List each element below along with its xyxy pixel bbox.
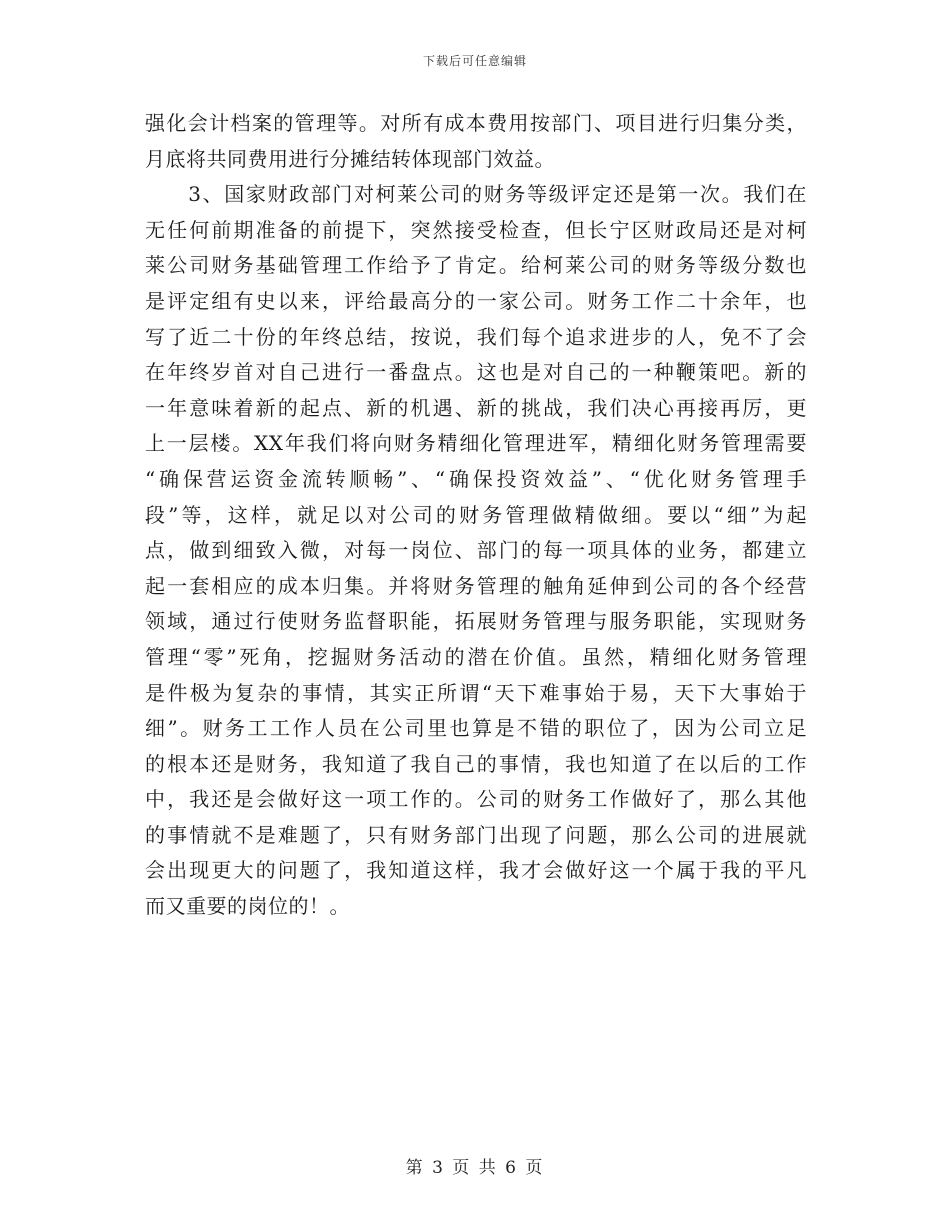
body-line: 莱公司财务基础管理工作给予了肯定。给柯莱公司的财务等级分数也: [145, 253, 807, 278]
body-line: 的事情就不是难题了，只有财务部门出现了问题，那么公司的进展就: [145, 822, 807, 847]
body-line: 段”等，这样，就足以对公司的财务管理做精做细。要以“细”为起: [145, 502, 807, 527]
body-line: 无任何前期准备的前提下，突然接受检查，但长宁区财政局还是对柯: [145, 217, 807, 242]
body-line: 在年终岁首对自己进行一番盘点。这也是对自己的一种鞭策吧。新的: [145, 360, 807, 385]
body-line: 管理“零”死角，挖掘财务活动的潜在价值。虽然，精细化财务管理: [145, 644, 807, 669]
body-line: 写了近二十份的年终总结，按说，我们每个追求进步的人，免不了会: [145, 324, 807, 349]
body-line: 中，我还是会做好这一项工作的。公司的财务工作做好了，那么其他: [145, 787, 807, 812]
page-number-footer: 第 3 页 共 6 页: [405, 1158, 545, 1178]
document-body: [145, 106, 807, 925]
body-line: 是件极为复杂的事情，其实正所谓“天下难事始于易，天下大事始于: [145, 680, 807, 705]
page-header: 下载后可任意编辑: [422, 54, 527, 68]
body-line: 上一层楼。XX年我们将向财务精细化管理进军，精细化财务管理需要: [145, 431, 807, 456]
body-line: 的根本还是财务，我知道了我自己的事情，我也知道了在以后的工作: [145, 751, 807, 776]
body-line: 点，做到细致入微，对每一岗位、部门的每一项具体的业务，都建立: [145, 538, 807, 563]
body-line: 强化会计档案的管理等。对所有成本费用按部门、项目进行归集分类，: [145, 111, 807, 135]
body-line: 领域，通过行使财务监督职能，拓展财务管理与服务职能，实现财务: [145, 609, 807, 634]
body-line: 起一套相应的成本归集。并将财务管理的触角延伸到公司的各个经营: [145, 573, 807, 598]
body-line: 而又重要的岗位的！。: [145, 894, 350, 919]
body-line: 月底将共同费用进行分摊结转体现部门效益。: [145, 146, 555, 171]
body-line: 细”。财务工工作人员在公司里也算是不错的职位了，因为公司立足: [145, 716, 807, 741]
body-line: 3、国家财政部门对柯莱公司的财务等级评定还是第一次。我们在: [145, 182, 807, 207]
body-line: 会出现更大的问题了，我知道这样，我才会做好这一个属于我的平凡: [145, 858, 807, 883]
body-line: “确保营运资金流转顺畅”、“确保投资效益”、“优化财务管理手: [145, 466, 807, 491]
body-line: 一年意味着新的起点、新的机遇、新的挑战，我们决心再接再厉，更: [145, 395, 807, 420]
body-line: 是评定组有史以来，评给最高分的一家公司。财务工作二十余年，也: [145, 288, 807, 313]
